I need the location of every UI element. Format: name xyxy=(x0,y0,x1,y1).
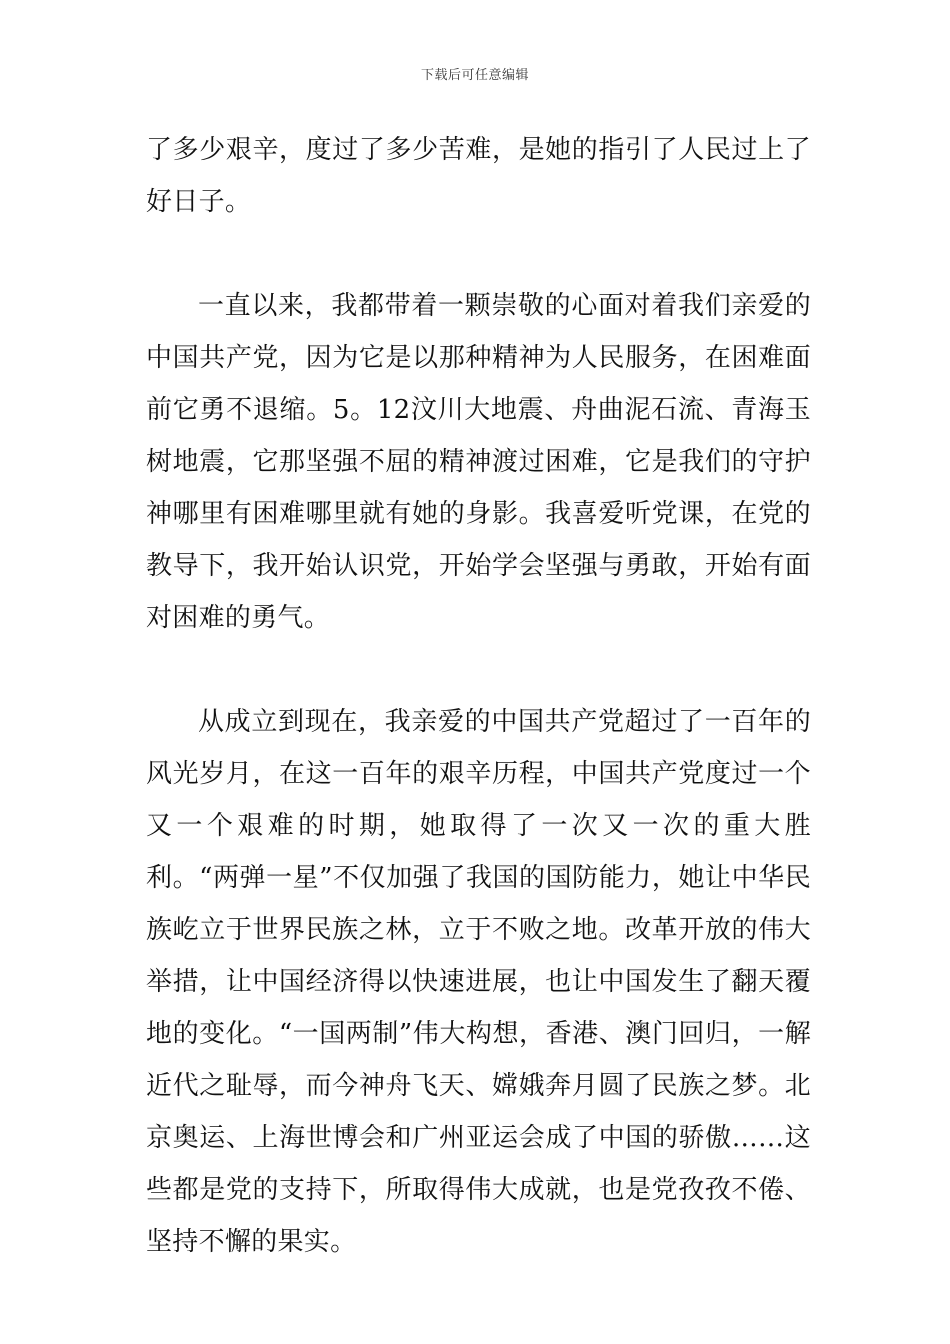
document-body xyxy=(146,124,811,1268)
paragraph-3: 从成立到现在，我亲爱的中国共产党超过了一百年的风光岁月，在这一百年的艰辛历程，中国共产党度过一个又一个艰难的时期，她取得了一次又一次的重大胜利。“两弹一星”不仅加强了我国的国防能力，她让中华民族屹立于世界民族之林，立于不败之地。改革开放的伟大举措，让中国经济得以快速进展，也让中国发生了翻天覆地的变化。“一国两制”伟大构想，香港、澳门回归，一解近代之耻辱，而今神舟飞天、嫦娥奔月圆了民族之梦。北京奥运、上海世博会和广州亚运会成了中国的骄傲……这些都是党的支持下，所取得伟大成就，也是党孜孜不倦、坚持不懈的果实。 xyxy=(146,707,811,1257)
paragraph-2: 一直以来，我都带着一颗崇敬的心面对着我们亲爱的中国共产党，因为它是以那种精神为人民服务，在困难面前它勇不退缩。5。12汶川大地震、舟曲泥石流、青海玉树地震，它那坚强不屈的精神渡过困难，它是我们的守护神哪里有困难哪里就有她的身影。我喜爱听党课，在党的教导下，我开始认识党，开始学会坚强与勇敢，开始有面对困难的勇气。 xyxy=(146,291,811,633)
page-header: 下载后可任意编辑 xyxy=(420,68,529,83)
paragraph-1: 了多少艰辛，度过了多少苦难，是她的指引了人民过上了好日子。 xyxy=(146,135,811,217)
paragraph-gap xyxy=(146,228,811,280)
paragraph-gap xyxy=(146,644,811,696)
